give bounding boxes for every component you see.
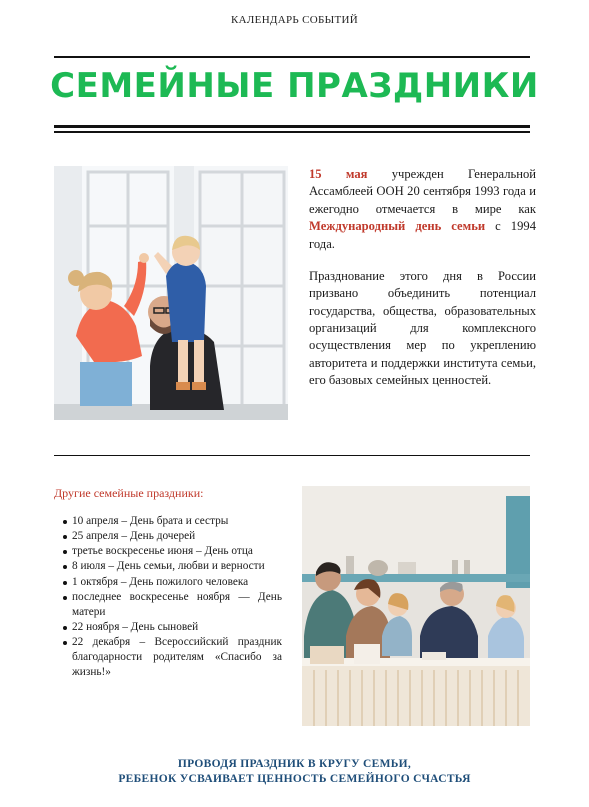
other-holidays-title: Другие семейные праздники: xyxy=(54,486,204,500)
intro-text-part-2: с 1994 года. xyxy=(309,219,536,251)
list-item: 1 октября – День пожилого человека xyxy=(54,575,282,590)
intro-holiday-name: Международный день семьи xyxy=(309,219,486,234)
title-rule-thin xyxy=(54,131,530,133)
section-divider xyxy=(54,455,530,456)
intro-paragraph-2: Празднование этого дня в России призвано объединить потенциал государства, общества, образовательных организаций для комплексного осуществления мер по укреплению авторитета и поддержки института семьи, его базовых семейных ценностей. xyxy=(309,268,536,388)
list-item: 10 апреля – День брата и сестры xyxy=(54,514,282,529)
footer-line-2: РЕБЕНОК УСВАИВАЕТ ЦЕННОСТЬ СЕМЕЙНОГО СЧАСТЬЯ xyxy=(118,773,471,785)
list-item: 22 ноября – День сыновей xyxy=(54,620,282,635)
list-item: последнее воскресенье ноября — День матери xyxy=(54,590,282,620)
footer-line-1: ПРОВОДЯ ПРАЗДНИК В КРУГУ СЕМЬИ, xyxy=(177,758,412,770)
family-photo xyxy=(54,166,288,420)
intro-date: 15 мая xyxy=(309,167,368,181)
intro-paragraph-1 xyxy=(309,166,536,253)
top-rule xyxy=(54,56,530,58)
other-holidays-list xyxy=(54,514,282,680)
kitchen-family-photo xyxy=(302,486,530,726)
page-kicker: КАЛЕНДАРЬ СОБЫТИЙ xyxy=(231,14,358,26)
intro-text-part-1: учрежден Генеральной Ассамблеей ООН 20 сентября 1993 года и ежегодно отмечается в мире как xyxy=(309,167,536,216)
list-item: третье воскресенье июня – День отца xyxy=(54,544,282,559)
list-item: 25 апреля – День дочерей xyxy=(54,529,282,544)
intro-text xyxy=(309,166,536,390)
list-item: 22 декабря – Всероссийский праздник благодарности родителям «Спасибо за жизнь!» xyxy=(54,635,282,680)
title-rule-thick xyxy=(54,125,530,128)
page-title: СЕМЕЙНЫЕ ПРАЗДНИКИ xyxy=(50,66,539,106)
list-item: 8 июля – День семьи, любви и верности xyxy=(54,559,282,574)
